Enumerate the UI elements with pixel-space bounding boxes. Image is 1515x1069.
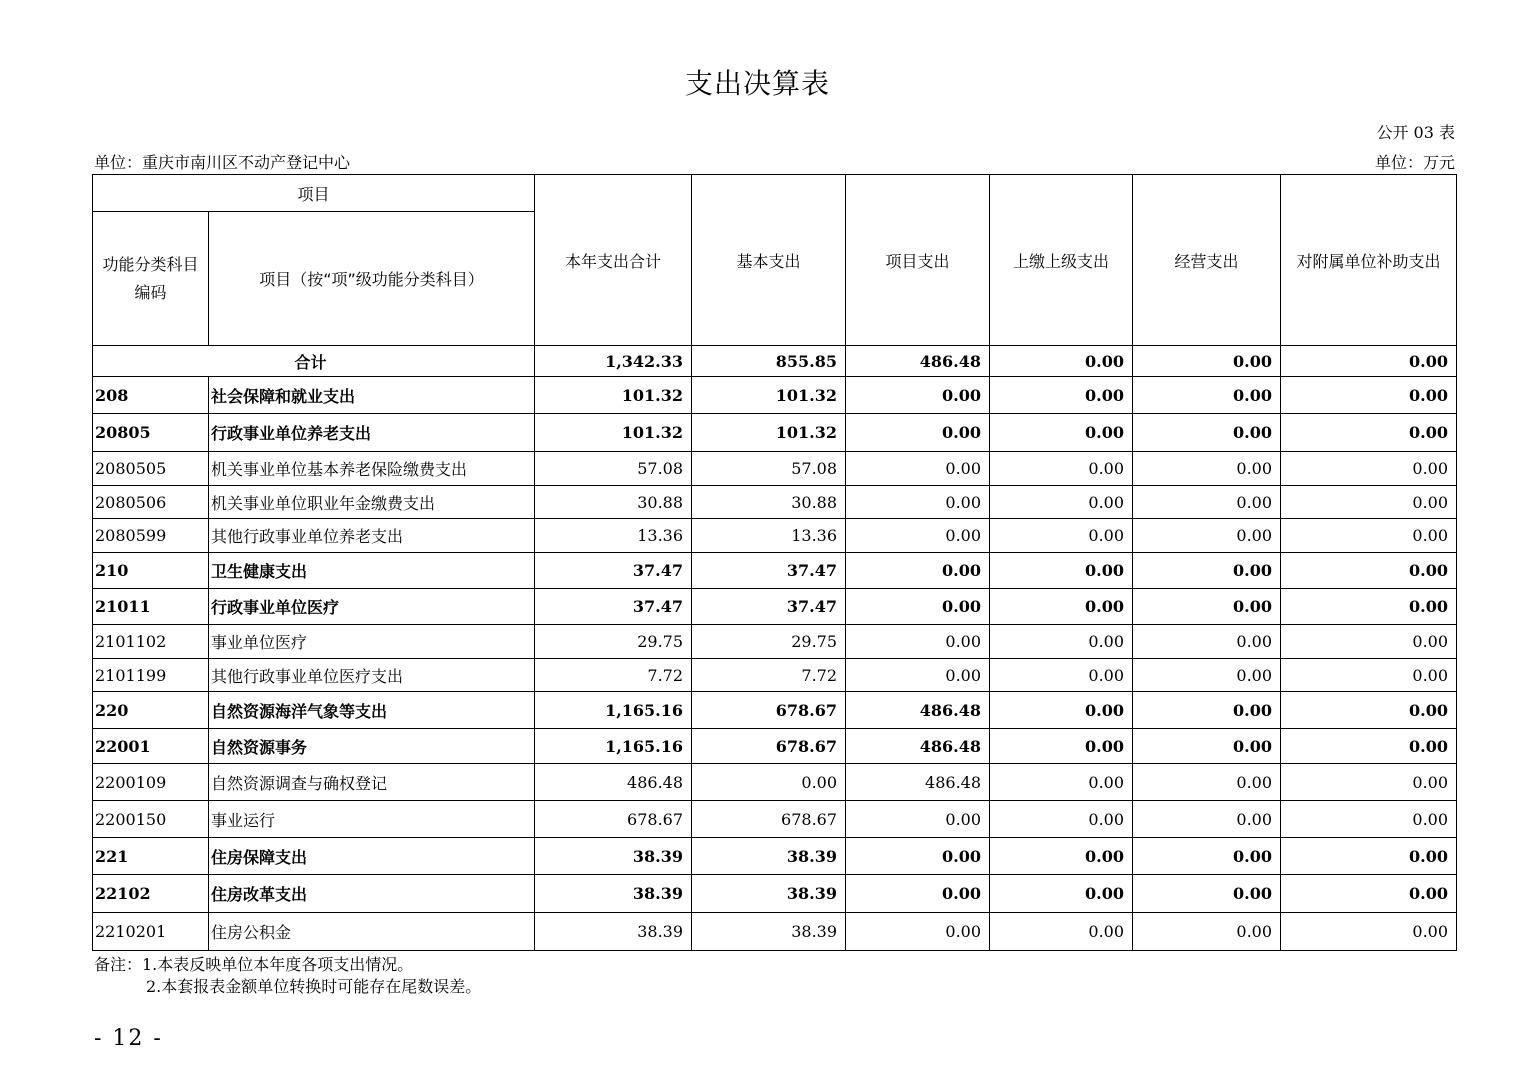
row-value: 0.00 [1281,625,1457,659]
row-value: 678.67 [692,729,846,764]
row-value: 37.47 [535,553,692,589]
row-value: 38.39 [535,875,692,913]
row-value: 0.00 [990,589,1133,625]
row-code: 2200150 [93,801,209,838]
row-value: 38.39 [535,838,692,875]
row-value: 0.00 [846,838,990,875]
row-value: 0.00 [1133,659,1281,692]
header-col-subsidy: 对附属单位补助支出 [1281,175,1457,346]
row-value: 678.67 [535,801,692,838]
table-row [93,452,1457,486]
row-value: 0.00 [1281,377,1457,414]
row-value: 0.00 [846,452,990,486]
notes [94,954,481,998]
row-value: 0.00 [990,692,1133,729]
row-value: 0.00 [1133,452,1281,486]
total-value: 0.00 [990,346,1133,377]
total-value: 0.00 [1133,346,1281,377]
row-value: 0.00 [990,452,1133,486]
row-value: 0.00 [1281,913,1457,951]
unit-organization: 单位：重庆市南川区不动产登记中心 [94,153,351,172]
note-line-1: 备注：1.本表反映单位本年度各项支出情况。 [94,955,414,974]
row-code: 20805 [93,414,209,452]
row-value: 101.32 [692,377,846,414]
total-value: 855.85 [692,346,846,377]
row-value: 29.75 [535,625,692,659]
row-name: 住房保障支出 [209,838,535,875]
row-value: 0.00 [846,625,990,659]
row-value: 0.00 [1281,838,1457,875]
row-value: 0.00 [1133,838,1281,875]
row-code: 210 [93,553,209,589]
row-value: 0.00 [990,486,1133,519]
row-value: 0.00 [1133,519,1281,553]
table-row [93,486,1457,519]
row-value: 0.00 [1133,414,1281,452]
table-row [93,659,1457,692]
row-value: 0.00 [846,414,990,452]
row-name: 行政事业单位养老支出 [209,414,535,452]
row-value: 0.00 [692,764,846,801]
row-value: 0.00 [1133,875,1281,913]
row-name: 其他行政事业单位养老支出 [209,519,535,553]
total-label: 合计 [93,346,535,377]
expenditure-table [92,174,1457,951]
row-value: 57.08 [535,452,692,486]
row-code: 22102 [93,875,209,913]
row-value: 1,165.16 [535,692,692,729]
row-value: 678.67 [692,692,846,729]
row-value: 0.00 [846,875,990,913]
table-row [93,838,1457,875]
row-value: 0.00 [1281,486,1457,519]
row-name: 事业单位医疗 [209,625,535,659]
row-value: 486.48 [846,729,990,764]
table-row [93,553,1457,589]
table-row [93,377,1457,414]
row-value: 0.00 [1133,913,1281,951]
row-name: 机关事业单位基本养老保险缴费支出 [209,452,535,486]
table-row [93,875,1457,913]
table-row [93,729,1457,764]
row-value: 0.00 [1281,729,1457,764]
row-value: 0.00 [990,519,1133,553]
row-value: 0.00 [1281,692,1457,729]
row-value: 0.00 [1281,452,1457,486]
table-row [93,589,1457,625]
form-number: 公开 03 表 [1376,123,1455,142]
row-code: 2200109 [93,764,209,801]
row-name: 住房改革支出 [209,875,535,913]
row-name: 卫生健康支出 [209,553,535,589]
row-value: 0.00 [990,377,1133,414]
row-value: 0.00 [846,659,990,692]
row-code: 22001 [93,729,209,764]
row-value: 0.00 [990,414,1133,452]
row-code: 220 [93,692,209,729]
row-value: 0.00 [1133,625,1281,659]
row-name: 自然资源事务 [209,729,535,764]
row-value: 0.00 [1281,414,1457,452]
row-value: 7.72 [535,659,692,692]
unit-currency: 单位：万元 [1374,153,1455,172]
row-value: 37.47 [692,589,846,625]
document-title: 支出决算表 [684,67,830,100]
row-value: 0.00 [990,553,1133,589]
row-name: 机关事业单位职业年金缴费支出 [209,486,535,519]
row-value: 0.00 [1133,729,1281,764]
row-value: 0.00 [1281,519,1457,553]
row-value: 30.88 [692,486,846,519]
row-value: 0.00 [990,913,1133,951]
total-value: 486.48 [846,346,990,377]
row-value: 0.00 [1133,377,1281,414]
header-col-upper: 上缴上级支出 [990,175,1133,346]
row-value: 0.00 [1133,801,1281,838]
table-row [93,913,1457,951]
row-value: 0.00 [846,486,990,519]
row-value: 0.00 [1281,553,1457,589]
table-row [93,519,1457,553]
row-value: 13.36 [692,519,846,553]
row-value: 101.32 [535,414,692,452]
row-value: 38.39 [692,838,846,875]
row-value: 0.00 [1281,801,1457,838]
row-name: 其他行政事业单位医疗支出 [209,659,535,692]
row-value: 0.00 [1133,553,1281,589]
table-row [93,414,1457,452]
table-row [93,801,1457,838]
total-value: 1,342.33 [535,346,692,377]
row-value: 0.00 [990,875,1133,913]
row-value: 0.00 [846,801,990,838]
row-value: 38.39 [535,913,692,951]
header-item: 项目（按“项”级功能分类科目） [209,212,535,346]
note-line-2: 2.本套报表金额单位转换时可能存在尾数误差。 [146,977,482,996]
row-value: 57.08 [692,452,846,486]
row-value: 37.47 [692,553,846,589]
row-name: 自然资源海洋气象等支出 [209,692,535,729]
row-code: 208 [93,377,209,414]
row-value: 0.00 [990,625,1133,659]
row-value: 0.00 [846,377,990,414]
header-col-basic: 基本支出 [692,175,846,346]
row-code: 2080505 [93,452,209,486]
row-code: 2101102 [93,625,209,659]
row-value: 0.00 [846,553,990,589]
row-value: 13.36 [535,519,692,553]
table-row [93,764,1457,801]
table-row [93,692,1457,729]
row-value: 0.00 [1281,589,1457,625]
row-name: 行政事业单位医疗 [209,589,535,625]
row-code: 2210201 [93,913,209,951]
row-value: 0.00 [1281,875,1457,913]
row-value: 1,165.16 [535,729,692,764]
row-code: 221 [93,838,209,875]
header-project: 项目 [93,175,535,212]
row-value: 0.00 [990,838,1133,875]
total-value: 0.00 [1281,346,1457,377]
row-value: 0.00 [1133,589,1281,625]
total-row [93,346,1457,377]
row-value: 0.00 [846,519,990,553]
row-value: 486.48 [846,764,990,801]
row-value: 38.39 [692,875,846,913]
row-value: 0.00 [1281,659,1457,692]
row-value: 0.00 [846,913,990,951]
header-col-total: 本年支出合计 [535,175,692,346]
row-value: 0.00 [1133,764,1281,801]
row-value: 37.47 [535,589,692,625]
row-value: 0.00 [990,801,1133,838]
row-name: 事业运行 [209,801,535,838]
row-value: 0.00 [990,764,1133,801]
row-value: 0.00 [1133,486,1281,519]
row-value: 101.32 [692,414,846,452]
page-number: - 12 - [94,1026,163,1051]
row-code: 2080506 [93,486,209,519]
row-value: 486.48 [846,692,990,729]
row-value: 29.75 [692,625,846,659]
row-value: 7.72 [692,659,846,692]
row-value: 0.00 [990,729,1133,764]
row-value: 38.39 [692,913,846,951]
row-value: 101.32 [535,377,692,414]
row-value: 30.88 [535,486,692,519]
row-value: 0.00 [1133,692,1281,729]
row-value: 678.67 [692,801,846,838]
row-value: 0.00 [846,589,990,625]
row-value: 0.00 [990,659,1133,692]
row-name: 社会保障和就业支出 [209,377,535,414]
row-value: 486.48 [535,764,692,801]
header-code: 功能分类科目编码 [93,212,209,346]
row-code: 2101199 [93,659,209,692]
row-code: 21011 [93,589,209,625]
table-row [93,625,1457,659]
row-value: 0.00 [1281,764,1457,801]
header-col-business: 经营支出 [1133,175,1281,346]
row-code: 2080599 [93,519,209,553]
row-name: 住房公积金 [209,913,535,951]
header-col-project: 项目支出 [846,175,990,346]
row-name: 自然资源调查与确权登记 [209,764,535,801]
